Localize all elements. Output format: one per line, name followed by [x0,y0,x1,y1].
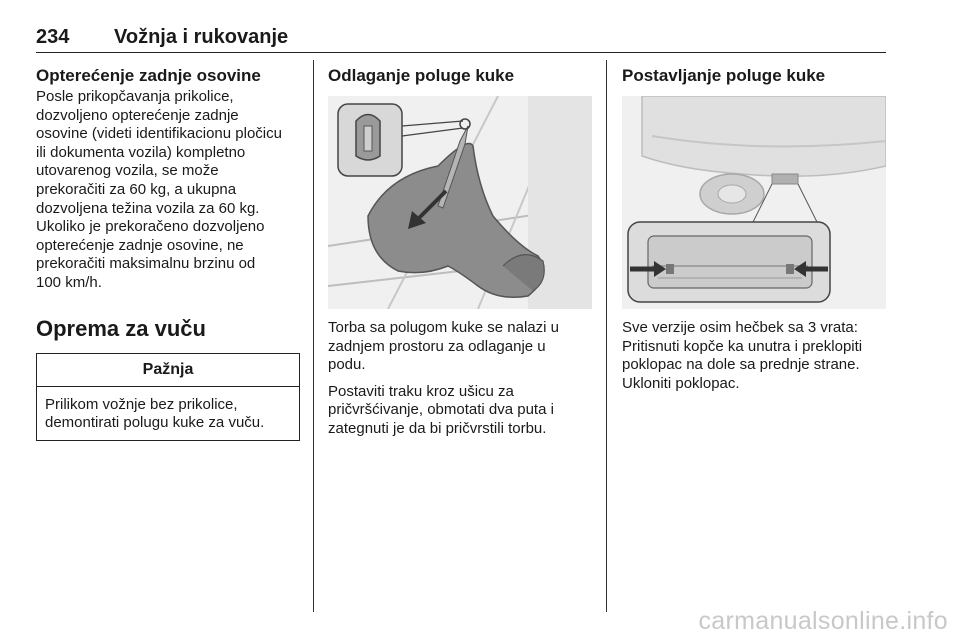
notice-title: Pažnja [37,354,299,387]
column-left [36,64,302,441]
watermark: carmanualsonline.info [698,607,948,635]
page-header [36,26,886,53]
chapter-title: Vožnja i rukovanje [114,26,289,48]
column-divider [606,60,607,612]
caution-notice-box [36,353,300,441]
hook-storage-text-1: Torba sa polugom kuke se nalazi u zadnjem prostoru za odlaganje u podu. [328,319,559,374]
hook-storage-heading: Odlaganje poluge kuke [328,66,515,85]
rear-axle-load-text: Posle prikopčavanja prikolice, dozvoljeno opterećenje zadnje osovine (videti identifikacionu pločicu ili dokumenta vozila) kompletno utovarenog vozila, se može prekoračiti za 60 kg, a ukupna dozvoljena težina vozila za 60 kg. Ukoliko je prekoračeno dozvoljeno opterećenje zadnje osovine, ne prekoračiti maksimalnu brzinu od 100 km/h. [36,88,282,291]
notice-body: Prilikom vožnje bez prikolice, demontirati polugu kuke za vuču. [45,395,265,432]
page-number: 234 [36,26,70,48]
column-middle [328,64,594,447]
hook-storage-illustration [328,96,592,309]
rear-axle-load-heading: Opterećenje zadnje osovine [36,66,261,85]
towing-equipment-title: Oprema za vuču [36,315,206,341]
column-divider [313,60,314,612]
column-right [622,64,886,401]
hook-installation-heading: Postavljanje poluge kuke [622,66,826,85]
hook-installation-text: Sve verzije osim hečbek sa 3 vrata: Pritisnuti kopče ka unutra i preklopiti poklopac na dole sa prednje strane. Ukloniti poklopac. [622,319,863,392]
bumper-cover-illustration [622,96,886,309]
hook-storage-text-2: Postaviti traku kroz ušicu za pričvršćivanje, obmotati dva puta i zategnuti je da bi pričvrstili torbu. [328,382,554,437]
